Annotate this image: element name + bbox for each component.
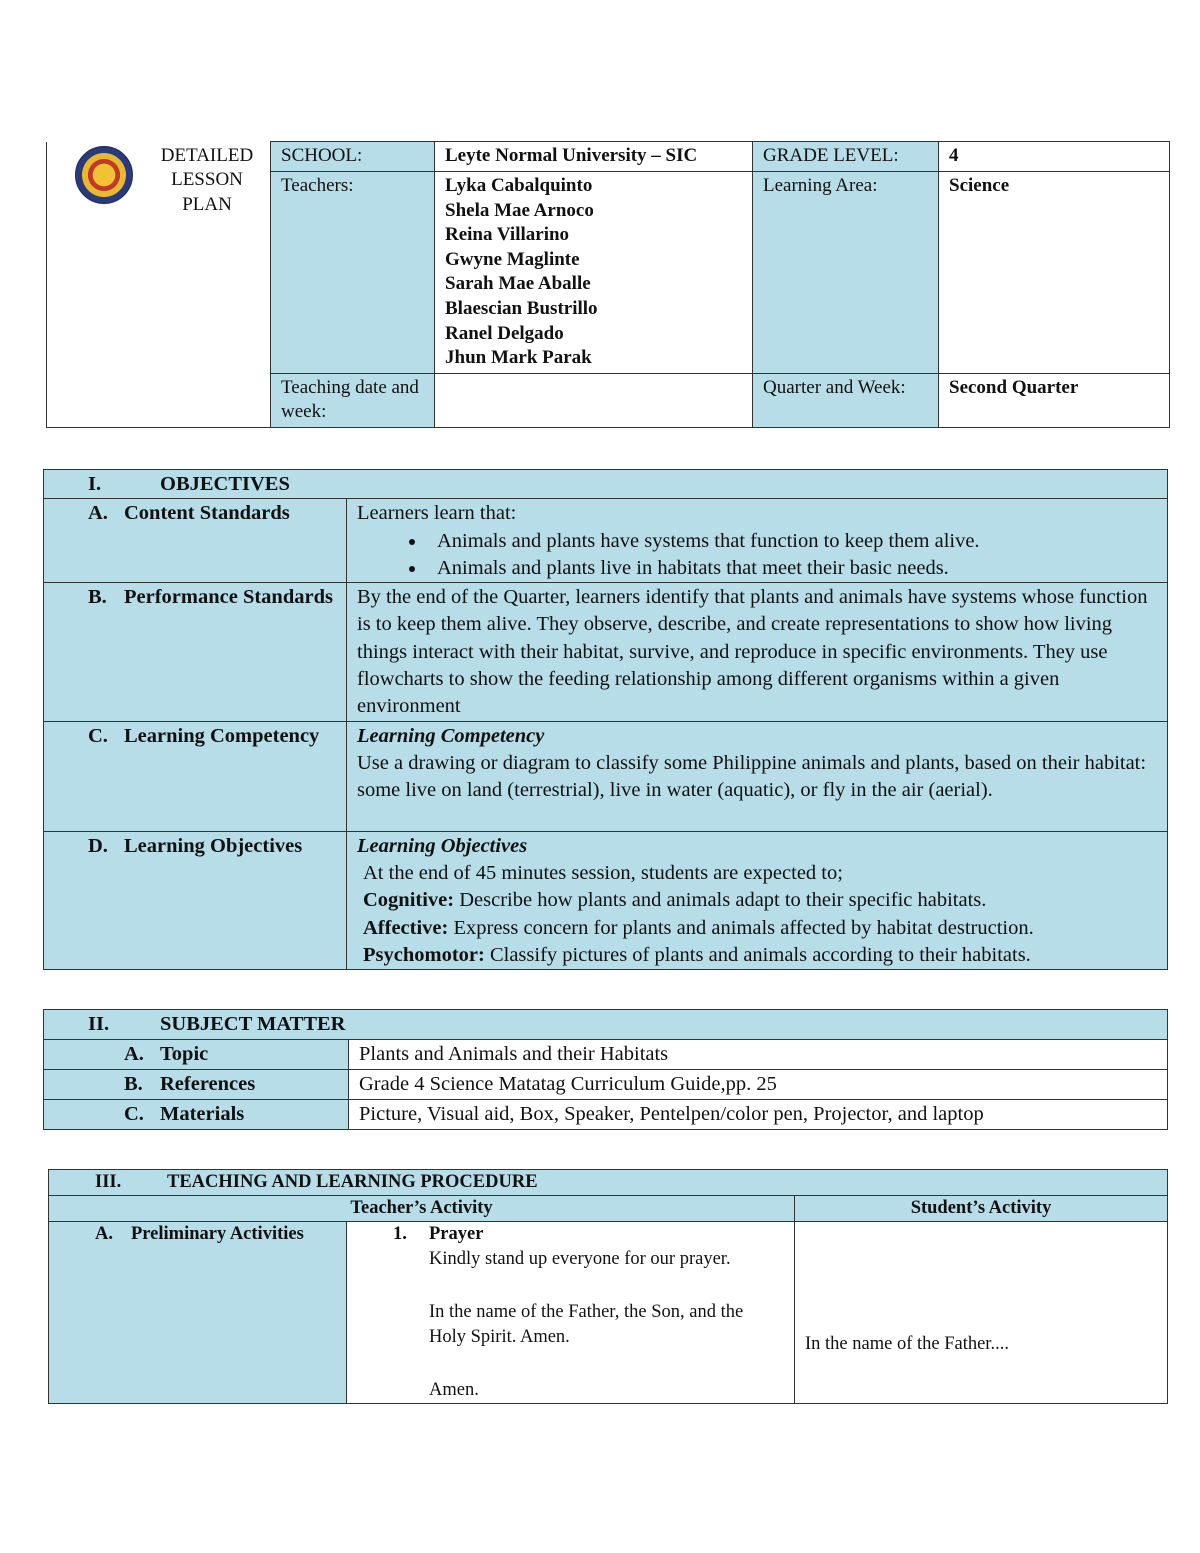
teacher-line: Amen. <box>429 1380 479 1400</box>
teacher-name: Lyka Cabalquinto <box>445 175 593 196</box>
dlp-label: DETAILED LESSON PLAN <box>160 144 254 215</box>
learning-area-label: Learning Area: <box>753 172 939 374</box>
grade-value: 4 <box>939 142 1170 172</box>
learning-objectives-label: D. Learning Objectives <box>44 831 347 969</box>
procedure-heading: III. TEACHING AND LEARNING PROCEDURE <box>49 1170 1168 1196</box>
subject-matter-table <box>43 1009 1168 1130</box>
school-value: Leyte Normal University – SIC <box>435 142 753 172</box>
objective-affective: Affective: Express concern for plants and animals affected by habitat destruction. <box>363 916 1034 939</box>
teachers-list <box>435 172 753 374</box>
materials-value: Picture, Visual aid, Box, Speaker, Pentelpen/color pen, Projector, and laptop <box>349 1100 1168 1130</box>
table-row: A. Topic Plants and Animals and their Habitats <box>44 1040 1168 1070</box>
teacher-name: Reina Villarino <box>445 224 570 246</box>
teacher-activity-cell: 1. Prayer Kindly stand up everyone for our prayer. In the name of the Father, the Son, and the Holy Spirit. Amen. Amen. <box>347 1222 795 1404</box>
prayer-title: Prayer <box>429 1224 484 1244</box>
lesson-header-table <box>46 141 1170 428</box>
performance-standards-label: B. Performance Standards <box>44 583 347 721</box>
teachers-label: Teachers: <box>271 172 435 374</box>
teacher-line: In the name of the Father, the Son, and the Holy Spirit. Amen. <box>429 1302 744 1347</box>
teacher-name: Ranel Delgado <box>445 322 564 344</box>
objective-psychomotor: Psychomotor: Classify pictures of plants and animals according to their habitats. <box>363 943 1031 966</box>
teacher-name: Gwyne Maglinte <box>445 248 580 270</box>
student-activity-header: Student’s Activity <box>795 1196 1168 1222</box>
list-item: • Animals and plants have systems that function to keep them alive. <box>427 528 1157 555</box>
references-value: Grade 4 Science Matatag Curriculum Guide,pp. 25 <box>349 1070 1168 1100</box>
procedure-table <box>48 1169 1168 1404</box>
objectives-heading: I. OBJECTIVES <box>44 470 1168 499</box>
student-line: In the name of the Father.... <box>805 1334 1009 1354</box>
teacher-name: Jhun Mark Parak <box>445 347 592 369</box>
list-item: • Animals and plants live in habitats that meet their basic needs. <box>427 555 1157 582</box>
teacher-activity-header: Teacher’s Activity <box>49 1196 795 1222</box>
dlp-title-cell <box>47 142 271 428</box>
table-row: B. References Grade 4 Science Matatag Curriculum Guide,pp. 25 <box>44 1070 1168 1100</box>
content-standards-text: Learners learn that: • Animals and plants have systems that function to keep them alive. • Animals and plants live in habitats that meet their basic needs. <box>347 499 1168 583</box>
content-standards-label: A. Content Standards <box>44 499 347 583</box>
teacher-name: Sarah Mae Aballe <box>445 273 591 295</box>
learning-area-value: Science <box>939 172 1170 374</box>
teacher-name: Shela Mae Arnoco <box>445 199 594 221</box>
teacher-name: Blaescian Bustrillo <box>445 297 598 319</box>
learning-competency-label: C. Learning Competency <box>44 721 347 831</box>
quarter-value: Second Quarter <box>939 373 1170 427</box>
teaching-date-value <box>435 373 753 427</box>
learning-competency-text: Learning Competency Use a drawing or diagram to classify some Philippine animals and plants, based on their habitat: some live on land (terrestrial), live in water (aquatic), or fly in the air (aerial). <box>347 721 1168 831</box>
subject-matter-heading: II. SUBJECT MATTER <box>44 1010 1168 1040</box>
grade-label: GRADE LEVEL: <box>753 142 939 172</box>
teaching-date-label: Teaching date and week: <box>271 373 435 427</box>
teacher-line: Kindly stand up everyone for our prayer. <box>429 1249 731 1269</box>
student-activity-cell <box>795 1222 1168 1404</box>
quarter-label: Quarter and Week: <box>753 373 939 427</box>
school-label: SCHOOL: <box>271 142 435 172</box>
table-row: C. Materials Picture, Visual aid, Box, Speaker, Pentelpen/color pen, Projector, and laptop <box>44 1100 1168 1130</box>
performance-standards-text: By the end of the Quarter, learners identify that plants and animals have systems whose function is to keep them alive. They observe, describe, and create representations to show how living things interact with their habitat, survive, and reproduce in specific environments. They use flowcharts to show the feeding relationship among different organisms within a given environment <box>347 583 1168 721</box>
topic-value: Plants and Animals and their Habitats <box>349 1040 1168 1070</box>
objectives-table <box>43 469 1168 970</box>
university-seal-icon <box>75 146 133 204</box>
preliminary-activities-label: A. Preliminary Activities <box>49 1222 347 1404</box>
learning-objectives-text: Learning Objectives At the end of 45 minutes session, students are expected to; Cognitive: Describe how plants and animals adapt to their specific habitats. Affective: Express concern for plants and animals affected by habitat destruction. Psychomotor: Classify pictures of plants and animals according to their habitats. <box>347 831 1168 969</box>
objective-cognitive: Cognitive: Describe how plants and animals adapt to their specific habitats. <box>363 889 987 912</box>
